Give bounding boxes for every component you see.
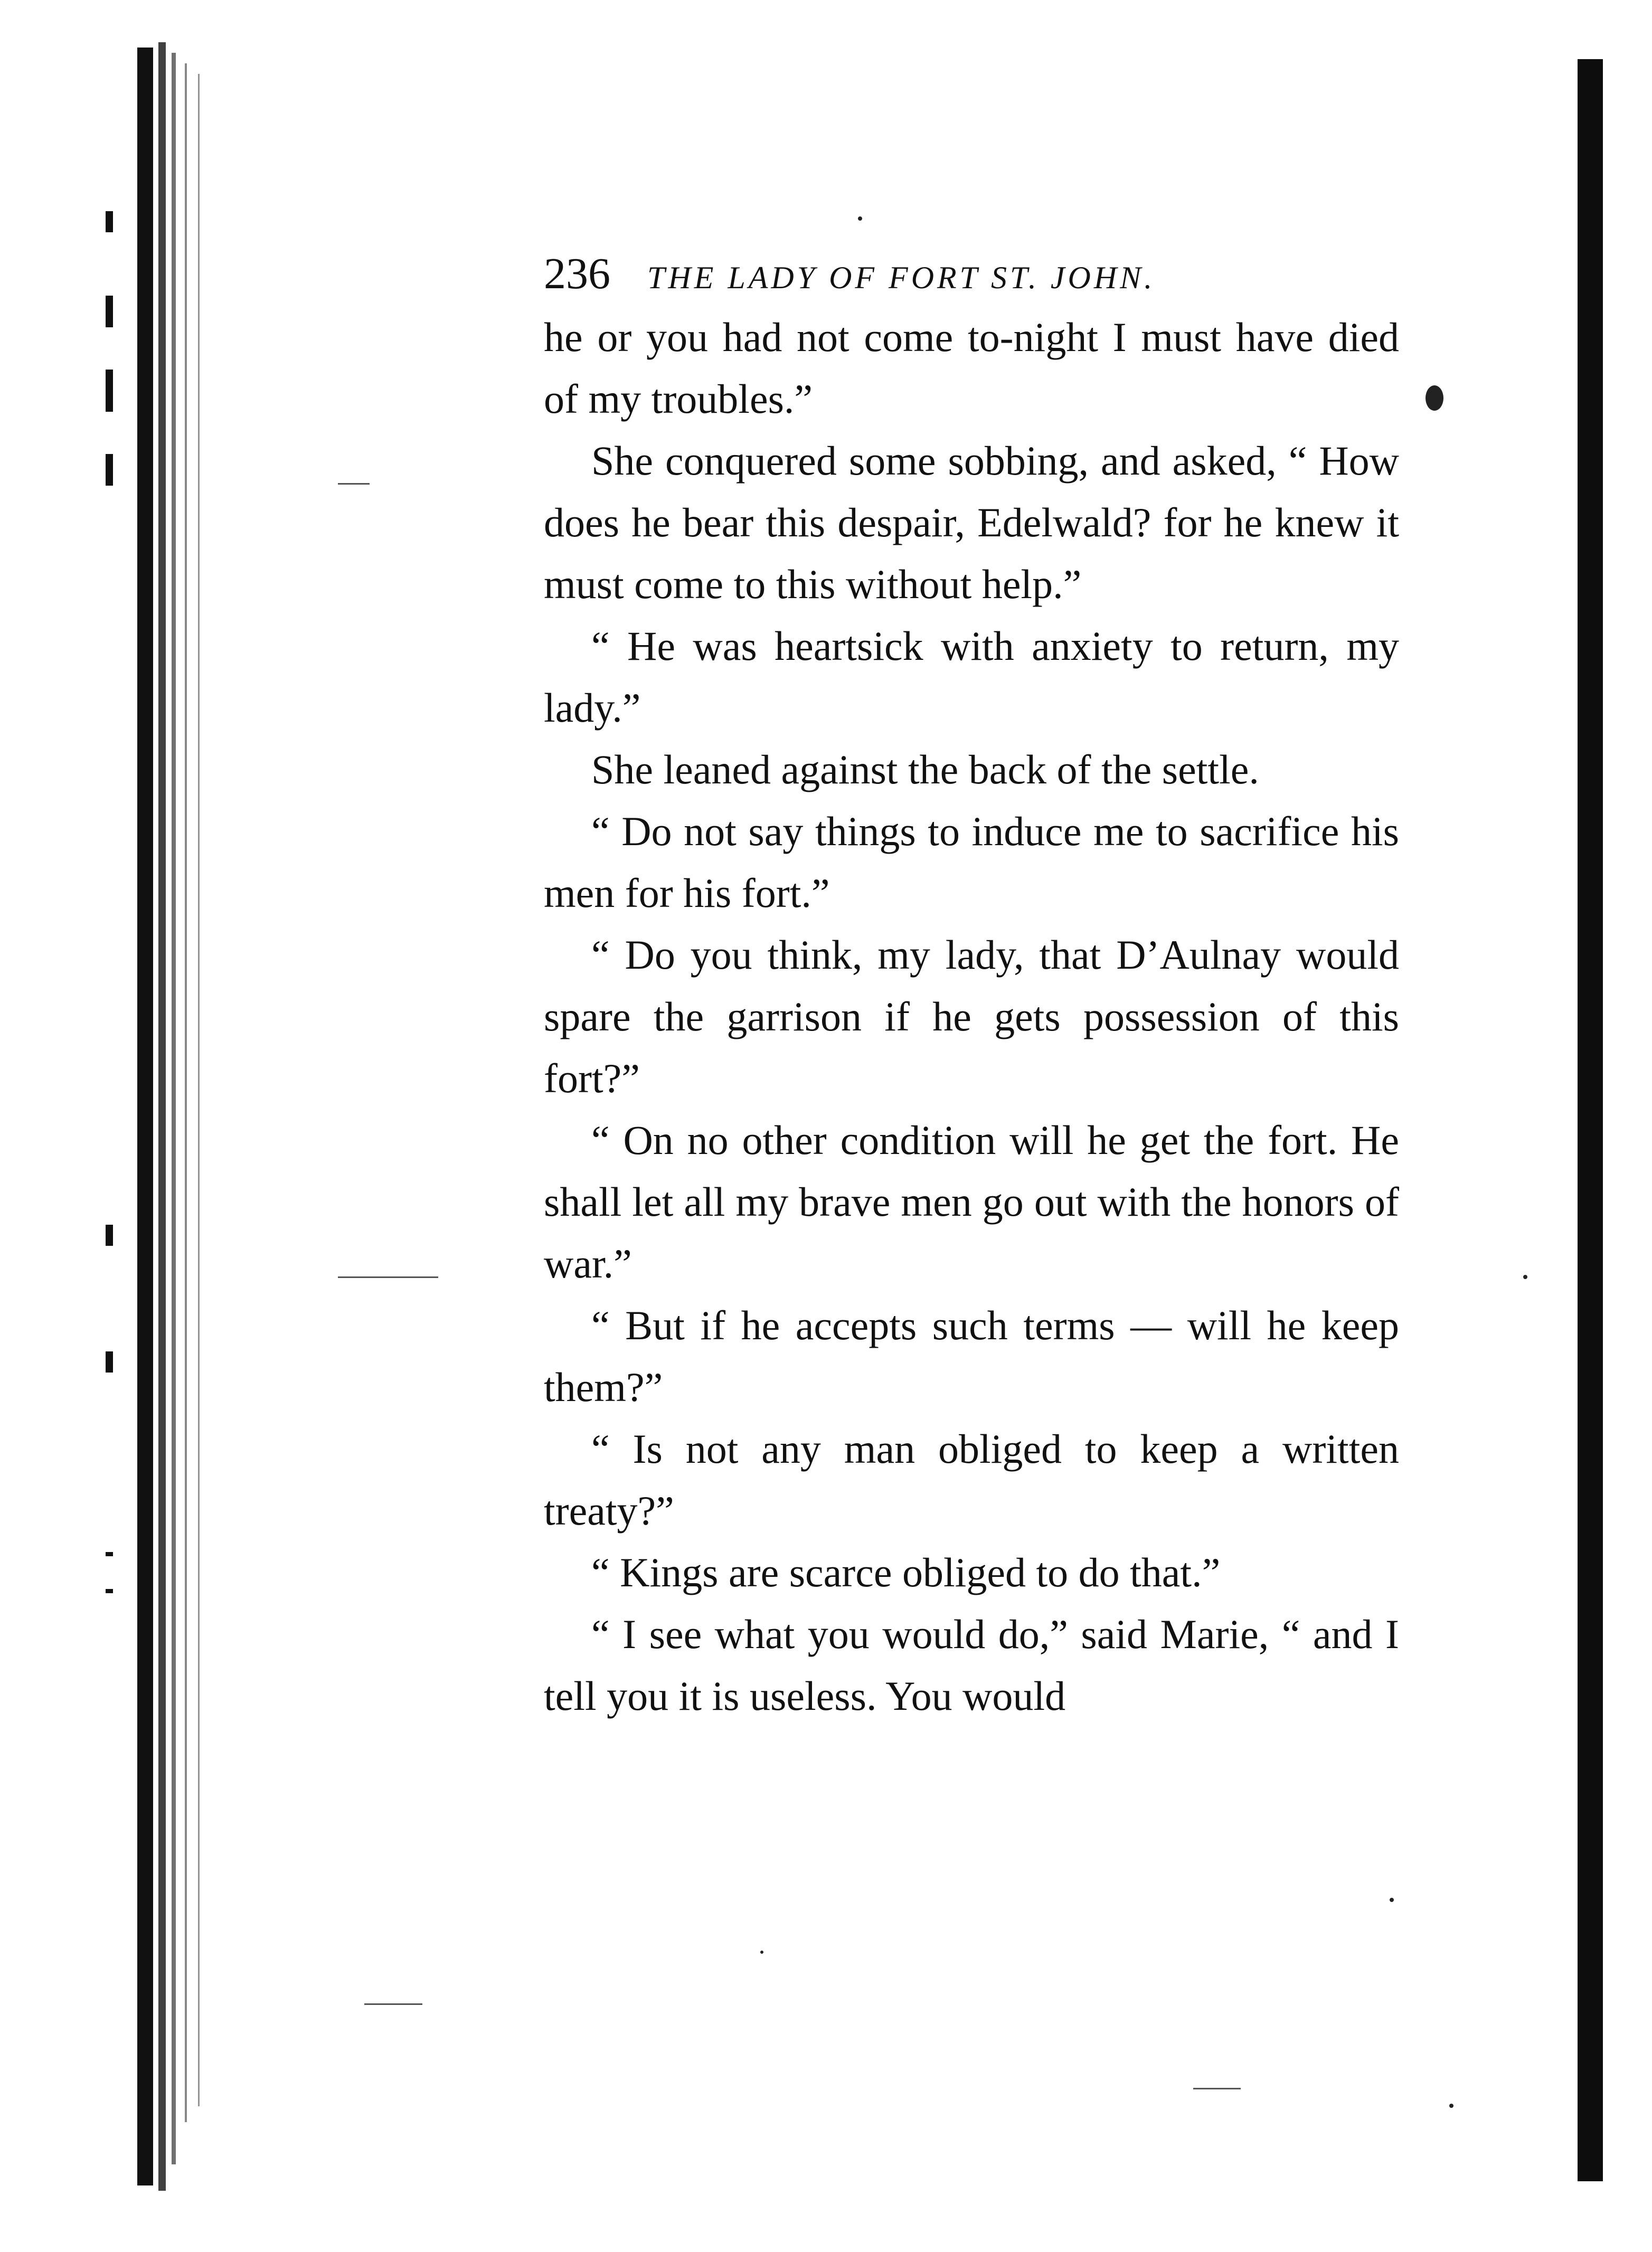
paragraph: he or you had not come to-night I must have died of my troubles.” [544, 314, 1399, 422]
ink-speck [1523, 1275, 1527, 1279]
paragraph: “ Kings are scarce obliged to do that.” [591, 1549, 1221, 1595]
ink-speck [1426, 385, 1443, 411]
book-page [544, 248, 1399, 1727]
page-number: 236 [544, 249, 610, 298]
running-head-title: THE LADY OF FORT ST. JOHN. [647, 260, 1156, 295]
paragraph: “ I see what you would do,” said Marie, “ and I tell you it is useless. You would [544, 1611, 1399, 1719]
paragraph: “ Is not any man obliged to keep a written treaty?” [544, 1426, 1399, 1534]
running-head [544, 248, 1399, 306]
paragraph: “ On no other condition will he get the fort. He shall let all my brave men go out with the honors of war.” [544, 1117, 1399, 1286]
paragraph: “ He was heartsick with anxiety to return, my lady.” [544, 623, 1399, 731]
scan-dash [338, 1276, 438, 1278]
scan-dash [364, 2003, 422, 2005]
scanner-gutter-left [106, 42, 227, 2196]
paragraph: She conquered some sobbing, and asked, “ How does he bear this despair, Edelwald? for he knew it must come to this without help.” [544, 438, 1399, 607]
paragraph: “ Do you think, my lady, that D’Aulnay would spare the garrison if he gets possession of this fort?” [544, 932, 1399, 1101]
scanner-edge-right [1578, 59, 1603, 2181]
ink-speck [1449, 2104, 1453, 2108]
paragraph: She leaned against the back of the settle. [591, 746, 1259, 792]
paragraph: “ But if he accepts such terms — will he keep them?” [544, 1302, 1399, 1410]
scan-dash [338, 483, 370, 485]
ink-speck [1390, 1898, 1394, 1902]
paragraph: “ Do not say things to induce me to sacrifice his men for his fort.” [544, 808, 1399, 916]
ink-speck [858, 216, 862, 221]
body-text [544, 306, 1399, 1727]
ink-speck [760, 1951, 763, 1954]
scan-dash [1193, 2088, 1241, 2089]
